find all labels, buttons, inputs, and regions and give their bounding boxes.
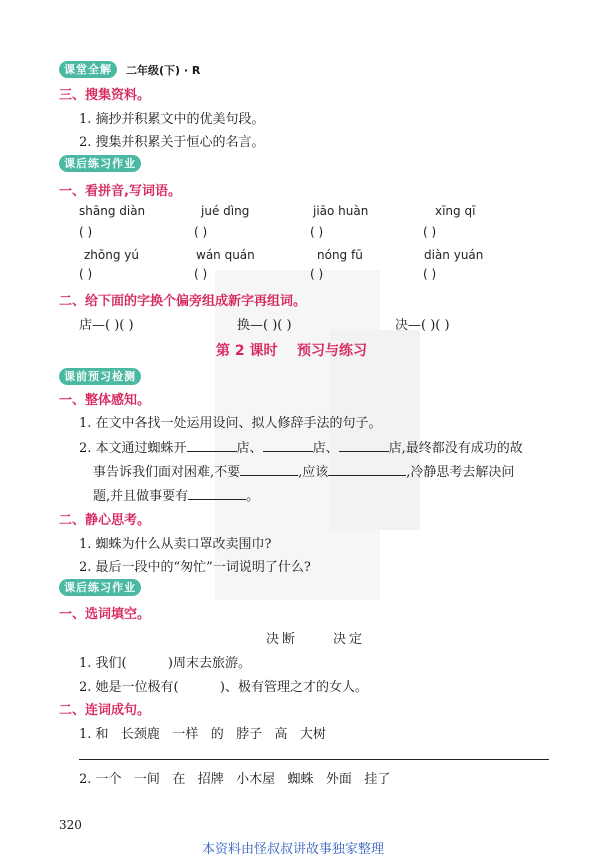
lesson-title: 第 2 课时 预习与练习 (216, 343, 367, 359)
answer-blank[interactable]: ( ) (79, 267, 93, 281)
sentence-text: ,应该 (298, 465, 329, 480)
sentence-text: 店,最终都没有成功的故 (388, 441, 523, 456)
pinyin: jiāo huàn (313, 204, 369, 218)
section-title: 二、给下面的字换个偏旁组成新字再组词。 (59, 294, 307, 309)
homework-badge: 课后练习作业 (59, 155, 141, 172)
footer-note: 本资料由怪叔叔讲故事独家整理 (202, 842, 385, 857)
radical-item[interactable]: 换—( )( ) (237, 318, 292, 333)
answer-blank[interactable]: ( ) (310, 267, 324, 281)
sentence-text: ,冷静思考去解决问 (406, 465, 515, 480)
section-title: 二、静心思考。 (59, 513, 151, 528)
fill-blank[interactable] (188, 487, 246, 500)
word-choice: 决定 (333, 632, 366, 647)
section-title: 一、看拼音,写词语。 (59, 184, 181, 199)
header-badge: 课堂全解 (59, 61, 117, 78)
list-item[interactable]: 1. 我们( )周末去旅游。 (79, 656, 252, 671)
word-group: 1. 和 长颈鹿 一样 的 脖子 高 大树 (79, 727, 326, 742)
preview-badge: 课前预习检测 (59, 368, 141, 385)
fill-blank[interactable] (263, 439, 313, 452)
fill-in-sentence (93, 461, 514, 480)
pinyin: wán quán (196, 248, 255, 262)
list-item: 1. 蜘蛛为什么从卖口罩改卖围巾? (79, 537, 272, 552)
pinyin: jué dìng (201, 204, 250, 218)
grade-label: 二年级(下) · R (126, 64, 201, 77)
list-item: 1. 摘抄并积累文中的优美句段。 (79, 112, 265, 127)
sentence-text: 2. 本文通过蜘蛛开 (79, 441, 187, 456)
answer-blank[interactable]: ( ) (423, 225, 437, 239)
sentence-text: 事告诉我们面对困难,不要 (93, 465, 241, 480)
section-title: 一、选词填空。 (59, 607, 151, 622)
sentence-text: 。 (246, 489, 260, 504)
word-group: 2. 一个 一间 在 招牌 小木屋 蜘蛛 外面 挂了 (79, 772, 391, 787)
pinyin: xīng qī (435, 204, 476, 218)
answer-line[interactable] (79, 759, 549, 760)
fill-blank[interactable] (240, 463, 298, 476)
answer-blank[interactable]: ( ) (310, 225, 324, 239)
sentence-text: 店、 (236, 441, 263, 456)
answer-blank[interactable]: ( ) (194, 225, 208, 239)
fill-in-sentence (79, 437, 523, 456)
section-title: 三、搜集资料。 (59, 88, 151, 103)
section-title: 二、连词成句。 (59, 703, 151, 718)
sentence-text: 题,并且做事要有 (93, 489, 189, 504)
radical-item[interactable]: 决—( )( ) (395, 318, 450, 333)
answer-blank[interactable]: ( ) (423, 267, 437, 281)
pinyin: shāng diàn (79, 204, 146, 218)
word-choice: 决断 (266, 632, 299, 647)
answer-blank[interactable]: ( ) (194, 267, 208, 281)
pinyin: diàn yuán (424, 248, 484, 262)
pinyin: nóng fū (317, 248, 363, 262)
answer-blank[interactable]: ( ) (79, 225, 93, 239)
fill-blank[interactable] (339, 439, 389, 452)
list-item: 2. 搜集并积累关于恒心的名言。 (79, 135, 265, 150)
sentence-text: 店、 (312, 441, 339, 456)
fill-blank[interactable] (187, 439, 237, 452)
list-item[interactable]: 2. 她是一位极有( )、极有管理之才的女人。 (79, 680, 369, 695)
homework-badge: 课后练习作业 (59, 579, 141, 596)
list-item: 1. 在文中各找一处运用设问、拟人修辞手法的句子。 (79, 416, 382, 431)
section-title: 一、整体感知。 (59, 393, 151, 408)
radical-item[interactable]: 店—( )( ) (79, 318, 134, 333)
list-item: 2. 最后一段中的“匆忙”一词说明了什么? (79, 560, 311, 575)
fill-in-sentence (93, 485, 259, 504)
fill-blank[interactable] (328, 463, 406, 476)
pinyin: zhōng yú (84, 248, 139, 262)
page-number: 320 (59, 818, 82, 832)
